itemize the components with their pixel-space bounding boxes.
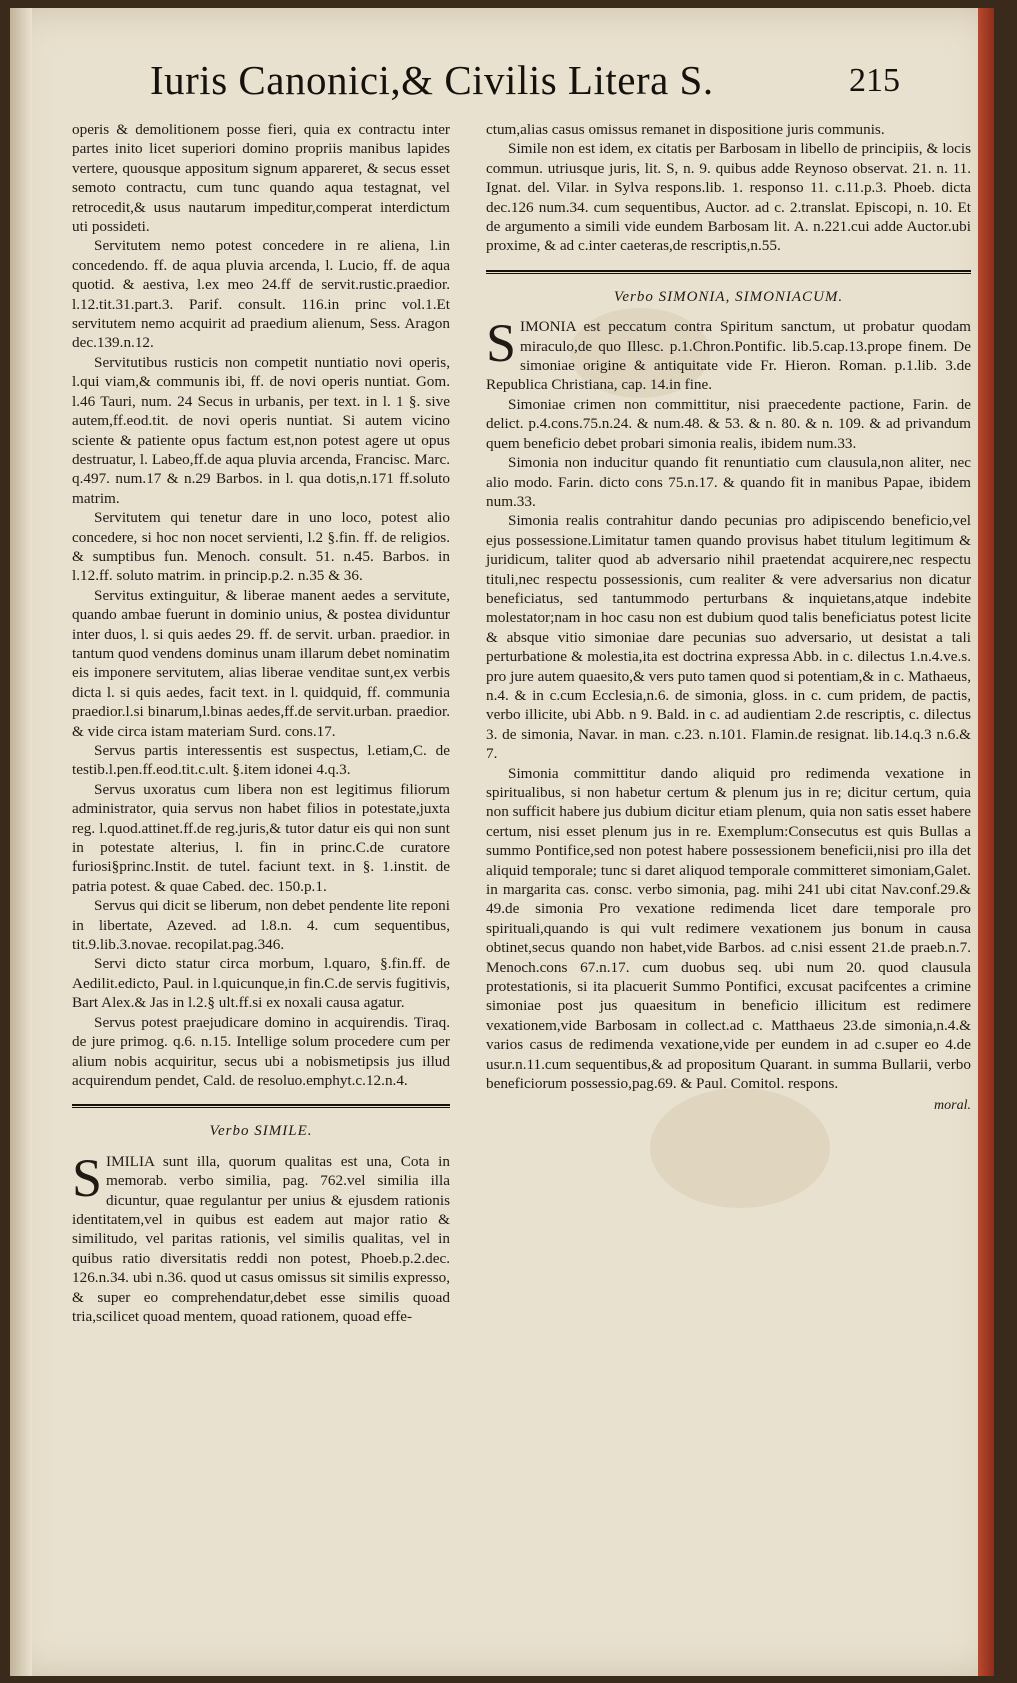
- paragraph: Simoniae crimen non committitur, nisi praecedente pactione, Farin. de delict. p.4.cons.75.n.24. & num.48. & 53. & n. 80. & n. 109. & ad privandum quem beneficio debet probari simonia realis, ibidem num.33.: [486, 395, 971, 452]
- paragraph: Servitutibus rusticis non competit nuntiatio novi operis, l.qui viam,& communis ibi, ff. de novi operis nuntiat. Gom. l.46 Tauri, num. 24 Secus in urbanis, per text. in l. 1 §. sive autem,ff.eod.tit. de novi operis nuntiat. Si autem vicino sciente & patiente opus factum est,non potest agere ut opus destruatur, l. Labeo,ff.de aqua pluvia arcenda, Francisc. Marc. q.497. num.17 & n.29 Barbos. in l. qua dotis,n.171 ff.soluto matrim.: [72, 353, 450, 507]
- running-title: Iuris Canonici,& Civilis Litera S.: [150, 57, 714, 103]
- section-heading: Verbo SIMONIA, SIMONIACUM.: [613, 288, 844, 305]
- left-column: [72, 120, 450, 1326]
- paragraph: Servi dicto statur circa morbum, l.quaro, §.fin.ff. de Aedilit.edicto, Paul. in l.quicunque,in fin.C.de servis fugitivis, Bart Alex.& Jas in l.2.§ ult.ff.si ex noxali causa agatur.: [72, 955, 450, 1012]
- paragraph: operis & demolitionem posse fieri, quia ex contractu inter partes inito licet superiori domino propriis manibus lapides vertere, quousque appositum signum appareret, & secus esset semoto contractu, cum tunc quando aqua testagnat, vel retrocedit,& usus nautarum impeditur,comperat interdictum uti possideti.: [72, 121, 450, 236]
- section-first-paragraph: [486, 313, 971, 395]
- paragraph: Servus potest praejudicare domino in acquirendis. Tiraq. de jure primog. q.6. n.15. Intellige solum procedere cum per alium nobis acquiritur, secus ubi a nobismetipsis jus illud acquirendum pendet, Cald. de resoluo.emphyt.c.12.n.4.: [72, 1013, 450, 1089]
- paragraph: ctum,alias casus omissus remanet in dispositione juris communis.: [486, 121, 885, 138]
- drop-capital: S: [72, 1147, 103, 1208]
- running-header: [140, 56, 900, 116]
- section-first-paragraph: [72, 1147, 450, 1327]
- page-number: 215: [849, 62, 900, 99]
- section-heading: Verbo SIMILE.: [209, 1123, 313, 1140]
- paragraph: Servitutem qui tenetur dare in uno loco, potest alio concedere, si hoc non nocet servienti, l.2 §.fin. ff. de religios. & sumptibus fun. Menoch. consult. 51. n.45. Barbos. in l.12.ff. soluto matrim. in princip.p.2. n.35 & 36.: [72, 509, 450, 585]
- paragraph: Simonia realis contrahitur dando pecunias pro adipiscendo beneficio,vel ejus possessione.Limitatur tamen quando provisus habet titulum legitimum & juridicum, taliter quod ab adversario nihil praetendat acquirere,nec respectu tituli,nec respectu possessionis, cum realiter & vere adversarius non dicatur beneficiatus, sed tantummodo perturbans & inquietans,atque indebite molestator;nam in hoc casu non est dubium quod talis beneficiatus potest licite & absque vitio simoniae dare pecunias suo adversario, ut desistat a tali perturbatione & molestia,ita est doctrina expressa Abb. in c. dilectus 1.n.4.ve.s. pro jure autem quaesito,& vers puto tamen quod si potentiam,& in c. Mathaeus, n.4. & in c.cum Ecclesia,n.6. de simonia, gloss. in c. cum pridem, de pactis, verbo illicite, ubi Abb. n 9. Bald. in c. ad audientiam 2.de rescriptis, c. dilectus 3. de simonia, Navar. in man. c.23. n.101. Flamin.de resignat. lib.14.q.3 n.6.& 7.: [486, 512, 971, 763]
- drop-capital: S: [486, 313, 517, 374]
- paragraph: Servus qui dicit se liberum, non debet pendente lite reponi in libertate, Azeved. ad l.8.n. 4. cum sequentibus, tit.9.lib.3.novae. recopilat.pag.346.: [72, 897, 450, 954]
- paragraph: Simile non est idem, ex citatis per Barbosam in libello de principiis, & locis commun. utriusque juris, lit. S, n. 9. quibus adde Reynoso observat. 21. n. 11. Ignat. del. Vilar. in Sylva respons.lib. 1. responso 11. c.11.p.3. Phoeb. dicta dec.126 num.34. cum sequentibus, Auctor. ad c. 2.translat. Episcopi, n. 10. Et de argumento a simili vide eundem Barbosam lit. A. n.221.cui adde Auctor.ubi proxime, & ad c.inter caeteras,de rescriptis,n.55.: [486, 140, 971, 255]
- paragraph: Simonia non inducitur quando fit renuntiatio cum clausula,non aliter, nec alio modo. Farin. dicto cons 75.n.17. & quando fit in manibus Papae, ibidem num.33.: [486, 454, 971, 510]
- catchword: moral.: [934, 1097, 971, 1113]
- paragraph-text: IMONIA est peccatum contra Spiritum sanctum, ut probatur quodam miraculo,de quo Illesc. p.1.Chron.Pontific. lib.5.cap.13.prope finem. De simoniae origine & antiquitate vide Fr. Hieron. Roman. p.1.lib. 3.de Republica Christiana, cap. 14.in fine.: [486, 318, 971, 394]
- page-edge-red: [978, 8, 994, 1676]
- paragraph: Servitutem nemo potest concedere in re aliena, l.in concedendo. ff. de aqua pluvia arcenda, l. Lucio, ff. de aqua quotid. & aestiva, l.ex meo 24.ff de servit.rustic.praedior. l.12.tit.31.part.3. Parif. consult. 116.in princ vol.1.Et servitutem nemo acquirit ad praedium alienum, Sess. Aragon dec.139.n.12.: [72, 237, 450, 352]
- paragraph-text: IMILIA sunt illa, quorum qualitas est una, Cota in memorab. verbo similia, pag. 762.vel similia illa dicuntur, quae regulantur per unius & ejusdem rationis identitatem,vel in quibus est eadem aut major ratio & similitudo, vel paritas rationis, vel similis qualitas, vel in quibus ratio diversitatis reddi non potest, Phoeb.p.2.dec. 126.n.34. ubi n.36. quod ut casus omissus sit similis expresso, & super eo comprehendatur,debet esse similis quoad tria,scilicet quoad mentem, quoad rationem, quoad effe-: [72, 1152, 450, 1325]
- paragraph: Servus partis interessentis est suspectus, l.etiam,C. de testib.l.pen.ff.eod.tit.c.ult. §.item idonei 4.q.3.: [72, 742, 450, 779]
- paragraph: Servus uxoratus cum libera non est legitimus filiorum administrator, quia servus non habet filios in potestate,juxta reg. l.quod.attinet.ff.de reg.juris,& tutor datur eis qui non sunt in potestate alterius, l. fin in princ.C.de curatore furiosi§princ.Instit. de tutel. faciunt text. in §. 1.instit. de patria potest. & quae Cabed. dec. 150.p.1.: [72, 780, 450, 895]
- paragraph: Servitus extinguitur, & liberae manent aedes a servitute, quando ambae fuerunt in dominio unius, & postea dividuntur inter duos, l. si quis aedes 29. ff. de servit. urban. praedior. in tantum quod vendens dominus unam illarum debet nominatim eis imponere servitutem, alias liberae venditae sunt,ex verbis dicta l. si quis aedes, facit text. in l. quidquid, ff. communia praedior.l.si binarum,l.binas aedes,ff.de servit.urban. praedior. & vide circa istam materiam Surd. cons.17.: [72, 586, 450, 740]
- section-divider: [72, 1104, 450, 1108]
- book-page: [10, 8, 994, 1676]
- book-spine-shadow: [10, 8, 32, 1676]
- paragraph: Simonia committitur dando aliquid pro redimenda vexatione in spiritualibus, si non habetur certum & plenum jus in re; dicitur certum, quia non sufficit habere jus dubium dicitur etiam plenum, quia non satis esset habere certum, nisi esset plenum jus in re. Exemplum:Consecutus est quis Bullas a summo Pontifice,sed non potest habere possessionem beneficii,nisi pro illa det aliquid temporale; tunc si daret aliquod temporale committeret simoniam,Galet. in margarita cas. consc. verbo simonia, pag. mihi 241 ubi citat Nav.conf.29.& 49.de simonia Pro vexatione redimenda licet dare temporale pro spirituali,quando is qui vult redimere vexationem jus bonum in causa obtinet,secus quando non habet,vide Barbos. ad c.nisi essent 21.de praeb.n.7. Menoch.cons 67.n.17. cum duobus seq. ubi num 20. quod clausula protestationis, si ita placuerit Summo Pontifici, excusat pacifcentes a crimine simoniae post jus quaesitum in beneficio illicitum est redimere vexationem,vide Barbosam in collect.ad c. Matthaeus 23.de simonia,n.4.& varios casus de redimenda vexatione,vide per eundem in ad c.super eo 4.de usur.n.11.cum sequentibus,& ad propositum Quarant. in summa Bullarii, verbo beneficiorum possessio,pag.69. & Paul. Comitol. respons.: [486, 764, 971, 1093]
- section-divider: [486, 270, 971, 274]
- right-column: [486, 120, 971, 1115]
